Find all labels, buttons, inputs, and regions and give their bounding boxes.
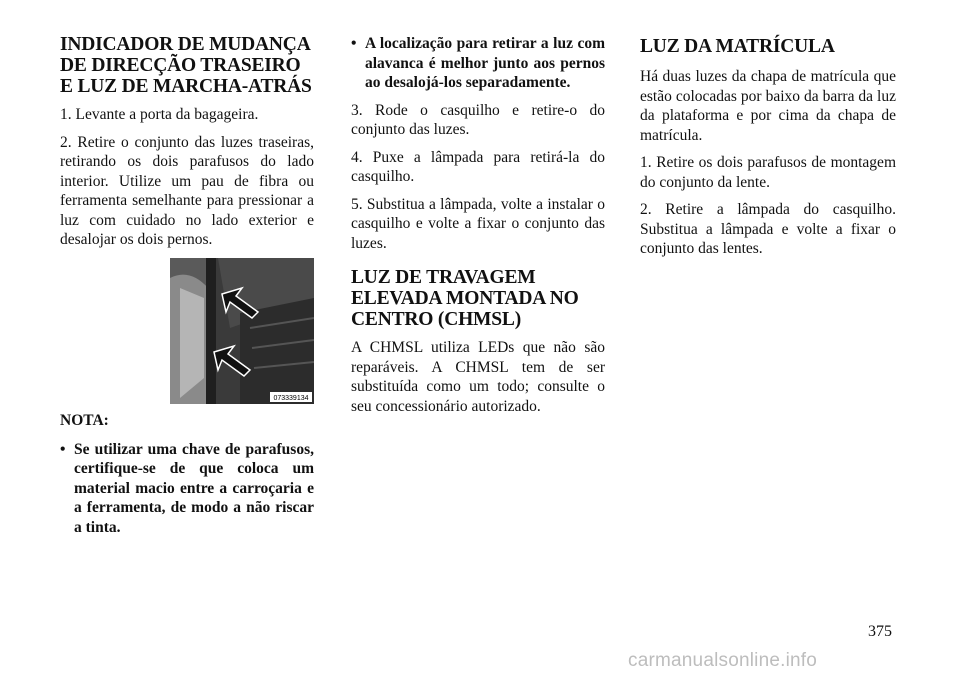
step-5: 5. Substitua a lâmpada, volte a instalar o casquilho e volte a fixar o conjunto das luzes.: [351, 195, 605, 252]
column-middle: [351, 34, 605, 424]
lever-location-bullet: [351, 34, 605, 93]
column-left: [60, 34, 314, 545]
bullet-dot: •: [60, 440, 66, 458]
page-number: 375: [868, 623, 892, 640]
section-heading-license-lamp: LUZ DA MATRÍCULA: [640, 36, 835, 57]
figure-code: 073339134: [273, 394, 309, 402]
license-intro: Há duas luzes da chapa de matrícula que estão colocadas por baixo da barra da luz da plataforma e por cima da chapa de matrícula.: [640, 68, 896, 144]
step-1: 1. Levante a porta da bagageira.: [60, 106, 259, 123]
section-heading-chmsl: LUZ DE TRAVAGEM ELEVADA MONTADA NO CENTRO (CHMSL): [351, 267, 579, 330]
watermark: carmanualsonline.info: [628, 650, 818, 671]
column-right: [640, 34, 896, 267]
step-4: 4. Puxe a lâmpada para retirá-la do casquilho.: [351, 148, 605, 185]
step-3: 3. Rode o casquilho e retire-o do conjunto das luzes.: [351, 101, 605, 138]
section-heading-rear-turn-signal: INDICADOR DE MUDANÇA DE DIRECÇÃO TRASEIRO E LUZ DE MARCHA-ATRÁS: [60, 34, 312, 97]
license-step-1: 1. Retire os dois parafusos de montagem do conjunto da lente.: [640, 154, 896, 191]
note-bullet-text: Se utilizar uma chave de parafusos, certifique-se de que coloca um material macio entre a carroçaria e a ferramenta, de modo a não riscar a tinta.: [74, 440, 314, 536]
note-label: NOTA:: [60, 411, 109, 429]
note-bullet: [60, 440, 314, 538]
bullet-dot: •: [351, 35, 357, 52]
lever-location-text: A localização para retirar a luz com alavanca é melhor junto aos pernos ao desalojá-los separadamente.: [365, 35, 605, 91]
step-2: 2. Retire o conjunto das luzes traseiras, retirando os dois parafusos do lado interior. Utilize um pau de fibra ou ferramenta semelhante para pressionar a luz com cuidado no lado exterior e desalojar os dois pernos.: [60, 133, 314, 248]
license-step-2: 2. Retire a lâmpada do casquilho. Substitua a lâmpada e volte a fixar o conjunto das lentes.: [640, 201, 896, 257]
chmsl-text: A CHMSL utiliza LEDs que não são reparáveis. A CHMSL tem de ser substituída como um todo; consulte o seu concessionário autorizado.: [351, 339, 605, 415]
tail-lamp-figure: [170, 258, 314, 404]
